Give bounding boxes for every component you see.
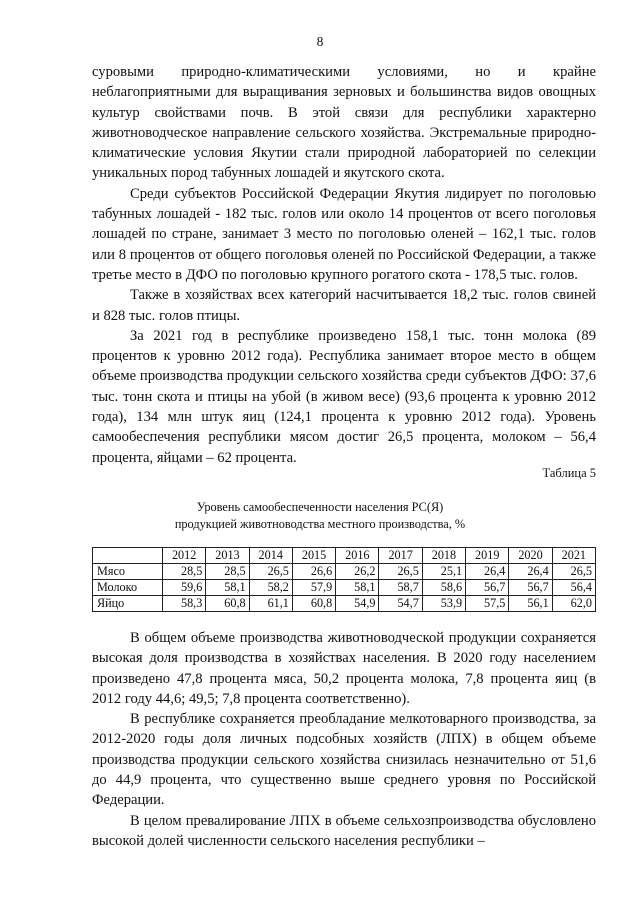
text-block-top [92,62,596,468]
table-cell: 58,3 [163,596,206,612]
year-header: 2013 [206,548,249,564]
table-cell: 58,1 [206,580,249,596]
table-cell: 56,7 [509,580,552,596]
table-cell: 56,1 [509,596,552,612]
table-cell: 53,9 [422,596,465,612]
table-row [93,596,596,612]
paragraph: суровыми природно-климатическими условиями, но и крайне неблагоприятными для выращивания зерновых и большинства видов овощных культур свойствами почв. В этой связи для республики характерно животноводческое направление сельского хозяйства. Экстремальные природно-климатические условия Якутии стали природной лабораторией по селекции уникальных пород табунных лошадей и якутского скота. [92,64,596,182]
text-block-bottom [92,628,596,851]
table-cell: 26,4 [509,564,552,580]
table-cell: 58,6 [422,580,465,596]
row-label: Молоко [93,580,163,596]
table-cell: 59,6 [163,580,206,596]
table-cell: 54,9 [336,596,379,612]
year-header: 2020 [509,548,552,564]
table-cell: 26,2 [336,564,379,580]
table-row [93,580,596,596]
table-cell: 57,9 [292,580,335,596]
year-header: 2016 [336,548,379,564]
year-header: 2015 [292,548,335,564]
table-cell: 56,7 [466,580,509,596]
page-number: 8 [316,34,324,49]
table-cell: 58,7 [379,580,422,596]
paragraph: В общем объеме производства животноводческой продукции сохраняется высокая доля производства в хозяйствах населения. В 2020 году населением произведено 47,8 процента мяса, 50,2 процента молока, 7,8 процента яиц (в 2012 году 44,6; 49,5; 7,8 процента соответственно). [92,630,596,707]
table-cell: 26,5 [379,564,422,580]
year-header: 2017 [379,548,422,564]
table-label: Таблица 5 [542,466,596,480]
table-caption-line: Уровень самообеспеченности населения РС(Я) [196,500,444,514]
year-header: 2018 [422,548,465,564]
table-cell: 62,0 [552,596,595,612]
table-cell: 54,7 [379,596,422,612]
table-header-row [93,548,596,564]
row-label: Мясо [93,564,163,580]
table-cell: 26,5 [249,564,292,580]
table-cell: 58,1 [336,580,379,596]
paragraph: В целом превалирование ЛПХ в объеме сельхозпроизводства обусловлено высокой долей численности сельского населения республики – [92,812,596,849]
row-label: Яйцо [93,596,163,612]
year-header: 2014 [249,548,292,564]
paragraph: Среди субъектов Российской Федерации Якутия лидирует по поголовью табунных лошадей - 182 тыс. голов или около 14 процентов от всего поголовья лошадей по стране, занимает 3 место по поголовью оленей – 162,1 тыс. голов или 8 процентов от общего поголовья оленей по Российской Федерации, а также третье место в ДФО по поголовью крупного рогатого скота - 178,5 тыс. голов. [92,185,596,283]
year-header: 2019 [466,548,509,564]
data-table [92,547,596,612]
table-cell: 26,6 [292,564,335,580]
table-cell: 57,5 [466,596,509,612]
table-cell: 61,1 [249,596,292,612]
paragraph: За 2021 год в республике произведено 158,1 тыс. тонн молока (89 процентов к уровню 2012 года). Республика занимает второе место в общем объеме производства продукции сельского хозяйства среди субъектов ДФО: 37,6 тыс. тонн скота и птицы на убой (в живом весе) (93,6 процента к уровню 2012 года), 134 млн штук яиц (124,1 процента к уровню 2012 года). Уровень самообеспечения республики мясом достиг 26,5 процента, молоком – 56,4 процента, яйцами – 62 процента. [92,327,596,466]
table-cell: 28,5 [206,564,249,580]
paragraph: В республике сохраняется преобладание мелкотоварного производства, за 2012-2020 годы доля личных подсобных хозяйств (ЛПХ) в общем объеме производства продукции сельского хозяйства снизилась незначительно от 51,6 до 44,9 процента, что существенно выше среднего уровня по Российской Федерации. [92,711,596,809]
year-header: 2012 [163,548,206,564]
table-cell: 56,4 [552,580,595,596]
paragraph: Также в хозяйствах всех категорий насчитывается 18,2 тыс. голов свиней и 828 тыс. голов птицы. [92,287,596,324]
table-cell: 25,1 [422,564,465,580]
table-caption-line: продукцией животноводства местного производства, % [174,517,466,531]
table-cell: 26,5 [552,564,595,580]
table-caption [0,499,640,533]
table-cell: 58,2 [249,580,292,596]
year-header: 2021 [552,548,595,564]
table-corner-cell [93,548,163,564]
table-cell: 26,4 [466,564,509,580]
table-cell: 28,5 [163,564,206,580]
table-cell: 60,8 [292,596,335,612]
table-row [93,564,596,580]
table-cell: 60,8 [206,596,249,612]
